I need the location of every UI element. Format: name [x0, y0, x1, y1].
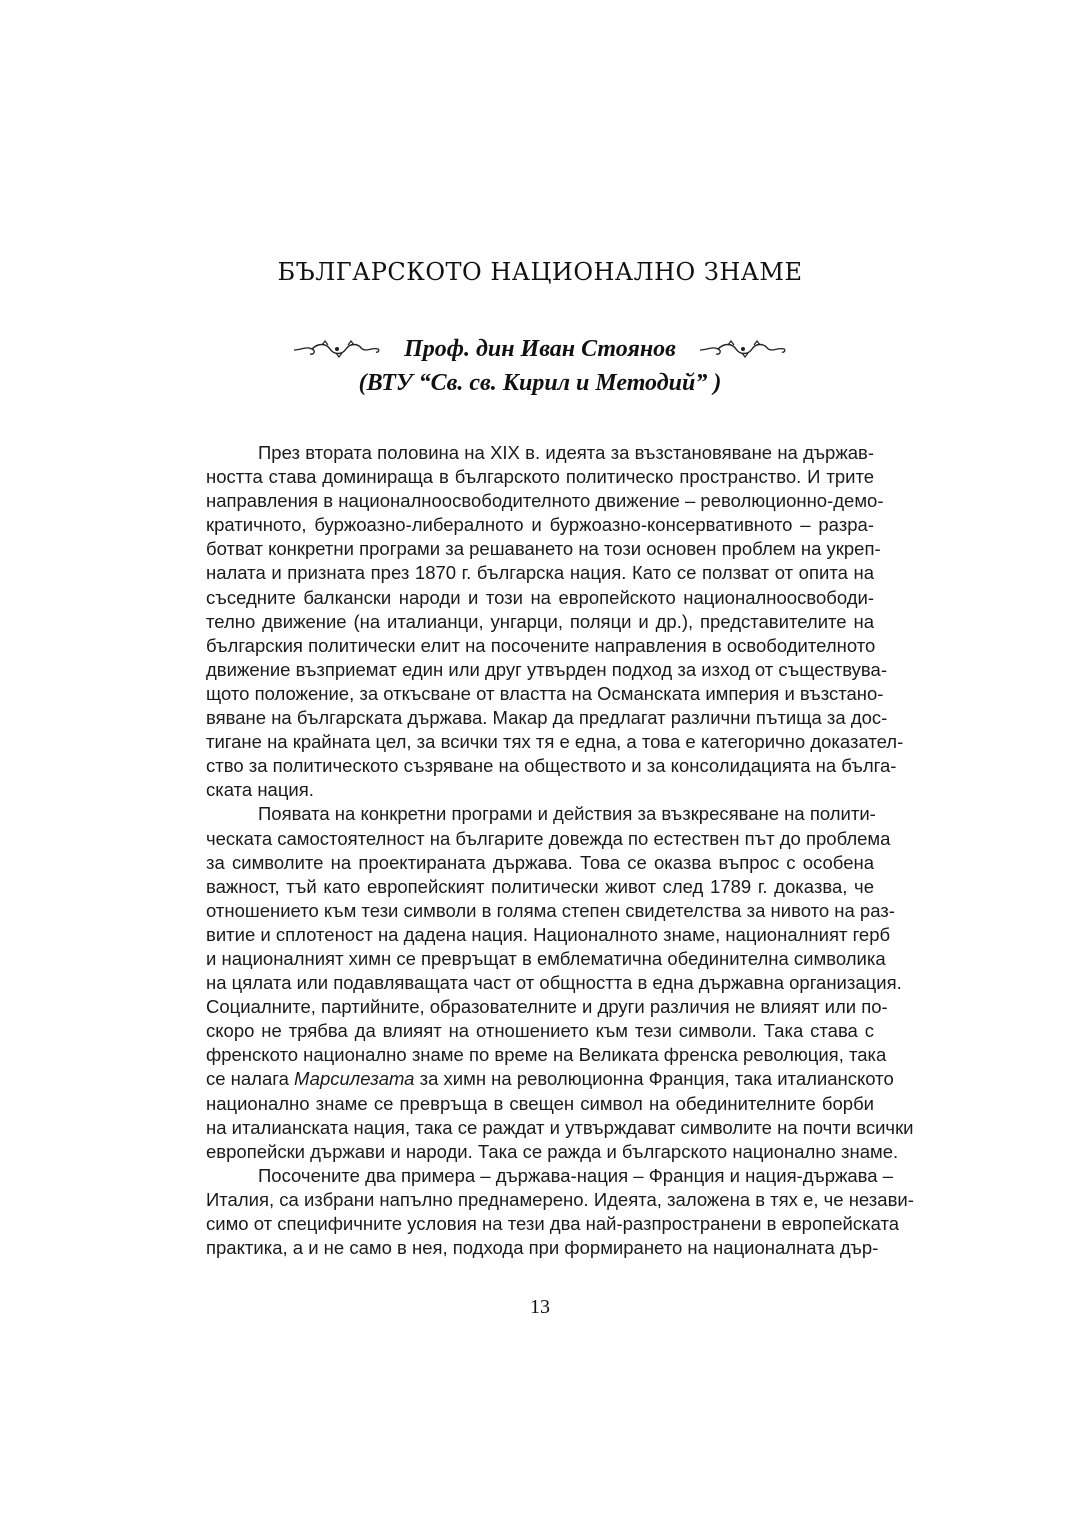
text-line: Социалните, партийните, образователните и други различия не влияят или по-: [206, 996, 888, 1018]
text-line: френското национално знаме по време на Великата френска революция, така: [206, 1044, 887, 1066]
text-line: на цялата или подавляващата част от общността в една държавна организация.: [206, 972, 902, 994]
article-body: [206, 441, 914, 1260]
text-line: ство за политическото съзряване на обществото и за консолидацията на бълга-: [206, 755, 897, 777]
author-affiliation: (ВТУ “Св. св. Кирил и Методий” ): [358, 370, 722, 396]
text-line: кратичното, буржоазно-либералното и буржоазно-консервативното – разра-: [206, 514, 874, 536]
text-line: съседните балкански народи и този на европейското националноосвободи-: [206, 586, 874, 608]
text-line: национално знаме се превръща в свещен символ на обединителните борби: [206, 1092, 874, 1114]
text-line: Италия, са избрани напълно преднамерено. Идеята, заложена в тях е, че незави-: [206, 1188, 914, 1210]
author-row: [0, 332, 1080, 366]
text-line: ческата самостоятелност на българите довежда по естествен път до проблема: [206, 827, 891, 849]
text-run: за химн на революционна Франция, така италианското: [414, 1068, 894, 1090]
text-line: ността става доминираща в българското политическо пространство. И трите: [206, 466, 874, 488]
text-line: скоро не трябва да влияят на отношението към тези символи. Така става с: [206, 1020, 874, 1042]
article-title: БЪЛГАРСКОТО НАЦИОНАЛНО ЗНАМЕ: [277, 258, 803, 286]
text-line: направления в националноосвободителното движение – революционно-демо-: [206, 490, 884, 512]
text-line: европейски държави и народи. Така се ражда и българското национално знаме.: [206, 1140, 899, 1162]
page-number: 13: [530, 1296, 550, 1318]
text-line: Появата на конкретни програми и действия за възкресяване на полити-: [258, 803, 876, 825]
italic-text: Марсилезата: [294, 1068, 415, 1090]
text-line: важност, тъй като европейският политически живот след 1789 г. доказва, че: [206, 875, 874, 897]
text-line: отношението към тези символи в голяма степен свидетелства за нивото на раз-: [206, 899, 895, 921]
text-line: щото положение, за откъсване от властта на Османската империя и възстано-: [206, 682, 884, 704]
text-run: се налага: [206, 1068, 295, 1090]
text-line: витие и сплотеност на дадена нация. Националното знаме, националният герб: [206, 923, 891, 945]
text-line: и националният химн се превръщат в емблематична обединителна символика: [206, 947, 886, 969]
text-line: тигане на крайната цел, за всички тях тя е една, а това е категорично доказател-: [206, 731, 904, 753]
text-line: практика, а и не само в нея, подхода при формирането на националната дър-: [206, 1237, 879, 1259]
text-line: Посочените два примера – държава-нация – Франция и нация-държава –: [258, 1164, 894, 1186]
text-line: ската нация.: [206, 779, 314, 801]
text-line: българския политически елит на посочените направления в освободителното: [206, 634, 876, 656]
text-line: През втората половина на XIX в. идеята за възстановяване на държав-: [258, 442, 874, 463]
text-line: на италианската нация, така се раждат и утвърждават символите на почти всички: [206, 1116, 914, 1138]
text-line: [206, 1067, 894, 1091]
scroll-ornament-icon: [698, 337, 788, 361]
text-line: телно движение (на италианци, унгарци, поляци и др.), представителите на: [206, 610, 874, 632]
scroll-ornament-icon: [292, 337, 382, 361]
text-line: вяване на българската държава. Макар да предлагат различни пътища за дос-: [206, 707, 888, 729]
text-line: движение възприемат един или друг утвърден подход за изход от съществува-: [206, 658, 888, 680]
text-line: за символите на проектираната държава. Това се оказва въпрос с особена: [206, 851, 874, 873]
text-line: ботват конкретни програми за решаването на този основен проблем на укреп-: [206, 538, 881, 560]
text-line: симо от специфичните условия на тези два най-разпространени в европейската: [206, 1213, 900, 1234]
text-line: налата и призната през 1870 г. българска нация. Като се ползват от опита на: [206, 562, 874, 584]
author-name: Проф. дин Иван Стоянов: [404, 335, 676, 362]
